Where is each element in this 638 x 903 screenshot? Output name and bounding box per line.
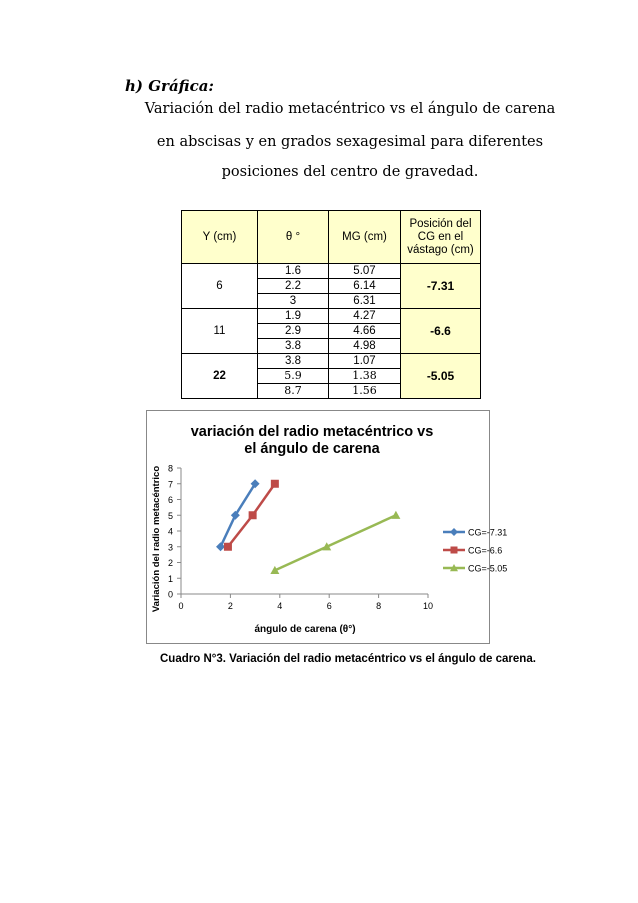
data-point xyxy=(271,480,279,488)
series-line xyxy=(275,515,396,570)
legend-marker xyxy=(451,547,458,554)
cell-mg: 4.66 xyxy=(329,324,401,339)
y-tick-label: 0 xyxy=(167,589,173,600)
description-line-3: posiciones del centro de gravedad. xyxy=(221,164,479,180)
cell-theta: 2.9 xyxy=(258,324,329,339)
x-tick-label: 2 xyxy=(227,601,233,611)
cell-mg: 1.56 xyxy=(329,384,401,399)
legend-marker xyxy=(450,528,458,536)
y-tick-label: 3 xyxy=(167,542,173,553)
cell-position: -7.31 xyxy=(401,264,481,309)
description-line-1: Variación del radio metacéntrico vs el ángulo de carena xyxy=(144,101,556,117)
chart-title-line-1: variación del radio metacéntrico vs xyxy=(190,424,434,440)
cell-theta: 1.9 xyxy=(258,309,329,324)
header-mg: MG (cm) xyxy=(329,211,401,264)
cell-y: 22 xyxy=(182,354,258,399)
y-tick-label: 2 xyxy=(167,558,173,568)
line-chart xyxy=(147,411,508,643)
cell-theta: 3.8 xyxy=(258,339,329,354)
cell-theta: 3.8 xyxy=(258,354,329,369)
chart-title-line-2: el ángulo de carena xyxy=(244,441,380,457)
cell-theta: 3 xyxy=(258,294,329,309)
data-point xyxy=(391,511,400,519)
cell-mg: 4.98 xyxy=(329,339,401,354)
data-table xyxy=(181,210,481,399)
y-tick-label: 1 xyxy=(167,573,173,584)
cell-y: 6 xyxy=(182,264,258,309)
cell-position: -5.05 xyxy=(401,354,481,399)
y-tick-label: 4 xyxy=(167,526,173,537)
data-point xyxy=(224,543,232,551)
cell-mg: 6.31 xyxy=(329,294,401,309)
y-tick-label: 7 xyxy=(167,479,173,490)
cell-theta: 1.6 xyxy=(258,264,329,279)
cell-mg: 4.27 xyxy=(329,309,401,324)
cell-theta: 8.7 xyxy=(258,384,329,399)
table-row xyxy=(182,354,481,369)
y-axis-label: Variación del radio metacéntrico xyxy=(151,465,162,613)
description-line-2: en abscisas y en grados sexagesimal para diferentes xyxy=(156,134,544,150)
cell-mg: 5.07 xyxy=(329,264,401,279)
cell-theta: 2.2 xyxy=(258,279,329,294)
section-heading: h) Gráfica: xyxy=(125,77,214,95)
x-tick-label: 10 xyxy=(422,601,434,611)
x-tick-label: 8 xyxy=(376,601,382,611)
cell-mg: 6.14 xyxy=(329,279,401,294)
legend-label: CG=-6.6 xyxy=(468,545,503,556)
x-axis-label: ángulo de carena (θ°) xyxy=(254,624,356,635)
table-header-row xyxy=(182,211,481,264)
data-point xyxy=(216,542,225,551)
data-point xyxy=(249,511,257,519)
legend-label: CG=-5.05 xyxy=(468,563,508,574)
table-row xyxy=(182,309,481,324)
cell-y: 11 xyxy=(182,309,258,354)
figure-caption: Cuadro N°3. Variación del radio metacéntrico vs el ángulo de carena. xyxy=(160,653,536,665)
header-theta: θ ° xyxy=(258,211,329,264)
cell-mg: 1.07 xyxy=(329,354,401,369)
chart-container xyxy=(146,410,508,644)
cell-position: -6.6 xyxy=(401,309,481,354)
y-tick-label: 8 xyxy=(167,463,173,474)
legend-label: CG=-7.31 xyxy=(468,527,508,538)
y-tick-label: 6 xyxy=(167,495,173,505)
table-row xyxy=(182,264,481,279)
x-tick-label: 6 xyxy=(326,601,332,611)
x-tick-label: 0 xyxy=(178,601,184,611)
cell-mg: 1.38 xyxy=(329,369,401,384)
header-position: Posición del CG en el vástago (cm) xyxy=(401,211,481,264)
cell-theta: 5.9 xyxy=(258,369,329,384)
header-y: Y (cm) xyxy=(182,211,258,264)
x-tick-label: 4 xyxy=(277,601,283,611)
y-tick-label: 5 xyxy=(167,510,173,521)
